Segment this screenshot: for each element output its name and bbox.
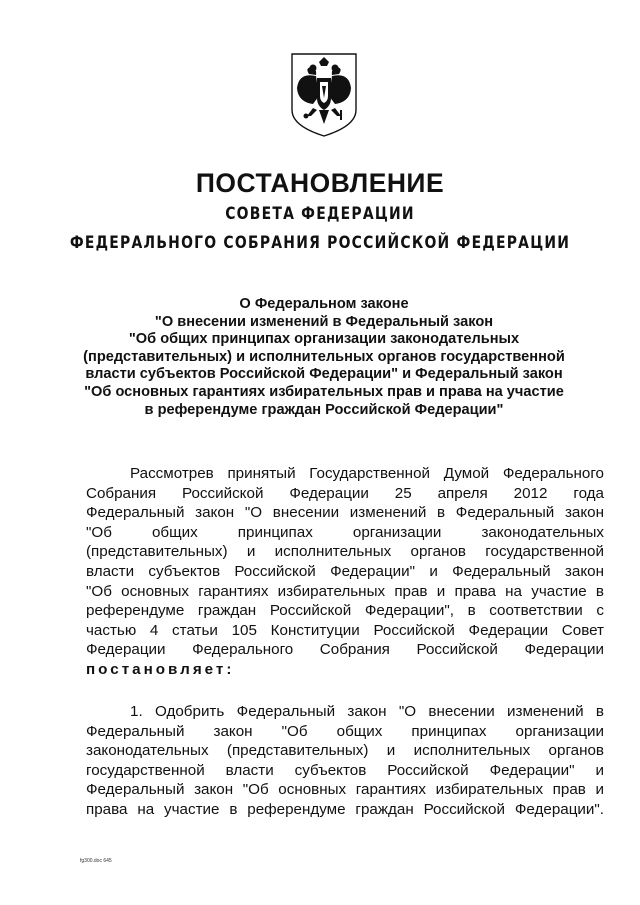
subject-line: О Федеральном законе (239, 296, 409, 312)
paragraph-2 (86, 702, 604, 820)
paragraph-line: (представительных) и исполнительных органов государственной (86, 543, 604, 561)
paragraph-line: государственной власти субъектов Российской Федерации" и (86, 761, 604, 779)
paragraph-line: права на участие в референдуме граждан Российской Федерации". (86, 800, 604, 818)
paragraph-1 (86, 464, 604, 680)
subject-line: власти субъектов Российской Федерации" и Федеральный закон (85, 366, 563, 383)
subject-line: "Об основных гарантиях избирательных прав и права на участие (84, 383, 564, 400)
subject-line: "О внесении изменений в Федеральный закон (154, 313, 494, 330)
subject-line: в референдуме граждан Российской Федерации" (144, 401, 504, 418)
paragraph-line: частью 4 статьи 105 Конституции Российской Федерации Совет (86, 621, 604, 639)
subject-line: (представительных) и исполнительных органов государственной (83, 348, 565, 365)
paragraph-line: "Об общих принципах организации законодательных (86, 523, 604, 541)
paragraph-line: 1. Одобрить Федеральный закон "О внесении изменений в (130, 703, 604, 720)
paragraph-line: "Об основных гарантиях избирательных прав и права на участие в (86, 582, 604, 600)
paragraph-line: Федерации Федерального Собрания Российской Федерации (86, 641, 604, 659)
issuer-line-1: СОВЕТА ФЕДЕРАЦИИ (225, 204, 415, 224)
paragraph-line: Собрания Российской Федерации 25 апреля 2012 года (86, 484, 604, 502)
paragraph-line: Федеральный закон "Об общих принципах организации (86, 722, 604, 740)
subject-line: "Об общих принципах организации законодательных (128, 331, 520, 348)
subject-block (60, 296, 588, 419)
paragraph-line: Федеральный закон "О внесении изменений в Федеральный закон (86, 504, 604, 522)
paragraph-line: Федеральный закон "Об основных гарантиях избирательных прав и (86, 781, 604, 799)
footer-code: fg300.doc 645 (80, 858, 112, 864)
document-title: ПОСТАНОВЛЕНИЕ (195, 168, 445, 198)
paragraph-line: законодательных (представительных) и исполнительных органов (86, 742, 604, 760)
resolves-word: постановляет: (86, 660, 235, 678)
issuer-line-2: ФЕДЕРАЛЬНОГО СОБРАНИЯ РОССИЙСКОЙ ФЕДЕРАЦИИ (69, 233, 571, 253)
paragraph-line: власти субъектов Российской Федерации" и Федеральный закон (86, 562, 604, 580)
paragraph-line: Рассмотрев принятый Государственной Думой Федерального (130, 465, 604, 482)
paragraph-line: референдуме граждан Российской Федерации", в соответствии с (86, 602, 604, 620)
state-emblem-icon (289, 52, 359, 138)
